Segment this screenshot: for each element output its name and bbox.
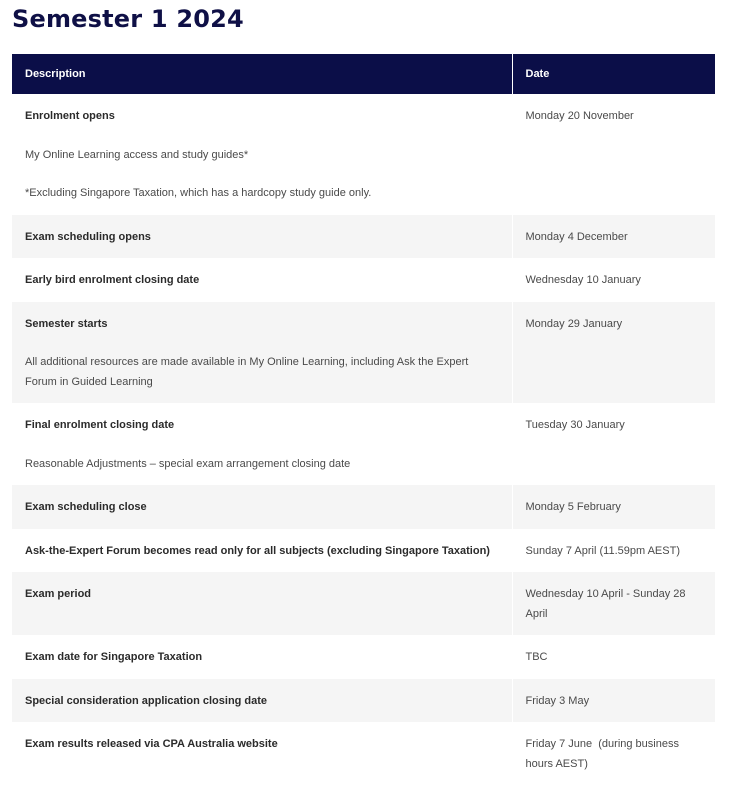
page-title: Semester 1 2024 xyxy=(12,5,244,33)
date-cell xyxy=(512,215,715,259)
event-date: Sunday 7 April (11.59pm AEST) xyxy=(525,544,680,557)
table-row xyxy=(12,258,715,302)
description-cell xyxy=(12,215,512,259)
event-title: Exam scheduling opens xyxy=(25,230,151,243)
date-cell xyxy=(512,572,715,635)
table-header-row xyxy=(12,54,715,94)
event-note: Reasonable Adjustments – special exam arrangement closing date xyxy=(25,457,351,470)
date-cell xyxy=(512,485,715,529)
table-row xyxy=(12,485,715,529)
event-title: Semester starts xyxy=(25,317,108,330)
event-note: My Online Learning access and study guides* xyxy=(25,148,249,161)
description-cell xyxy=(12,302,512,404)
event-date: Monday 29 January xyxy=(525,317,623,330)
description-cell xyxy=(12,94,512,215)
event-date: Monday 20 November xyxy=(525,110,634,122)
table-row xyxy=(12,403,715,485)
table-row xyxy=(12,635,715,679)
date-cell xyxy=(512,403,715,485)
column-header-description: Description xyxy=(12,54,512,94)
column-header-date: Date xyxy=(512,54,715,94)
table-row xyxy=(12,529,715,573)
event-title: Final enrolment closing date xyxy=(25,419,175,431)
event-date: Wednesday 10 January xyxy=(525,274,641,286)
event-date: Monday 5 February xyxy=(525,501,621,513)
date-cell xyxy=(512,529,715,573)
date-cell xyxy=(512,94,715,215)
description-cell xyxy=(12,635,512,679)
table-body xyxy=(12,94,715,785)
description-cell xyxy=(12,679,512,723)
date-cell xyxy=(512,679,715,723)
description-cell xyxy=(12,258,512,302)
description-cell xyxy=(12,529,512,573)
event-date: Friday 7 June (during business hours AEST) xyxy=(525,738,683,770)
event-title: Enrolment opens xyxy=(25,110,115,122)
event-title: Early bird enrolment closing date xyxy=(25,274,200,286)
event-title: Exam results released via CPA Australia website xyxy=(25,738,278,750)
date-cell xyxy=(512,635,715,679)
event-date: Friday 3 May xyxy=(525,694,590,707)
date-cell xyxy=(512,258,715,302)
event-title: Ask-the-Expert Forum becomes read only for all subjects (excluding Singapore Taxation) xyxy=(25,544,490,557)
description-cell xyxy=(12,722,512,785)
event-title: Exam period xyxy=(25,588,92,600)
description-cell xyxy=(12,403,512,485)
event-title: Special consideration application closing date xyxy=(25,694,268,707)
table-row xyxy=(12,679,715,723)
table-row xyxy=(12,302,715,404)
event-date: Wednesday 10 April - Sunday 28 April xyxy=(525,588,688,620)
table-row xyxy=(12,572,715,635)
event-note: *Excluding Singapore Taxation, which has a hardcopy study guide only. xyxy=(25,187,372,199)
table-row xyxy=(12,215,715,259)
table-row xyxy=(12,722,715,785)
description-cell xyxy=(12,572,512,635)
event-date: Tuesday 30 January xyxy=(525,419,625,431)
date-cell xyxy=(512,722,715,785)
date-cell xyxy=(512,302,715,404)
table-header xyxy=(12,54,715,94)
semester-schedule-table xyxy=(12,54,715,785)
description-cell xyxy=(12,485,512,529)
event-title: Exam scheduling close xyxy=(25,501,147,513)
event-title: Exam date for Singapore Taxation xyxy=(25,651,203,663)
event-note: All additional resources are made available in My Online Learning, including Ask the Expert Forum in Guided Learning xyxy=(25,356,469,388)
table-row xyxy=(12,94,715,215)
event-date: Monday 4 December xyxy=(525,230,628,243)
event-date: TBC xyxy=(525,651,548,663)
